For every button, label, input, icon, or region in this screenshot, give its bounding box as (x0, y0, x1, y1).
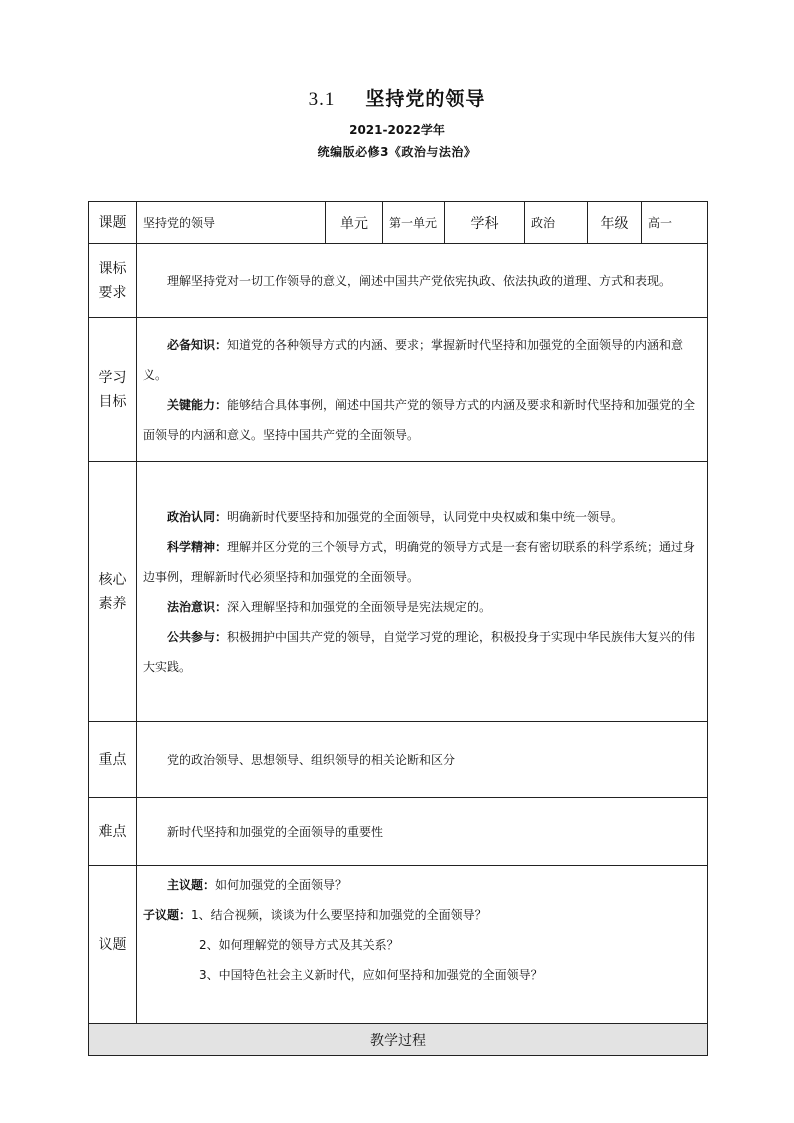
objectives-content (137, 318, 708, 462)
standards-label (89, 244, 137, 318)
literacy-science (143, 532, 699, 592)
sub-topic-3: 3、中国特色社会主义新时代，应如何坚持和加强党的全面领导？ (199, 968, 543, 982)
literacy-label-line1: 核心 (98, 571, 127, 588)
topics-content (137, 866, 708, 1024)
grade-value: 高一 (642, 202, 708, 244)
lesson-number: 3.1 (308, 89, 336, 110)
topic-value: 坚持党的领导 (137, 202, 326, 244)
sub-topic-heading: 子议题： (143, 908, 192, 922)
sub-topic-1 (143, 900, 699, 930)
standards-row (89, 244, 708, 318)
difficulties-text: 新时代坚持和加强党的全面领导的重要性 (167, 824, 384, 839)
ability-heading: 关键能力： (167, 397, 228, 412)
topics-row (89, 866, 708, 1024)
objectives-label-line2: 目标 (98, 393, 127, 410)
unit-label: 单元 (326, 202, 383, 244)
objectives-label-line1: 学习 (98, 369, 127, 386)
difficulties-content (137, 798, 708, 866)
objectives-ability (143, 390, 699, 450)
knowledge-text: 知道党的各种领导方式的内涵、要求；掌握新时代坚持和加强党的全面领导的内涵和意义。 (143, 337, 684, 382)
key-points-text: 党的政治领导、思想领导、组织领导的相关论断和区分 (167, 752, 456, 767)
standards-text: 理解坚持党对一切工作领导的意义，阐述中国共产党依宪执政、依法执政的道理、方式和表现。 (167, 273, 672, 288)
literacy-content (137, 462, 708, 722)
main-topic-heading: 主议题： (167, 878, 216, 892)
main-topic (143, 870, 699, 900)
literacy-political (143, 502, 699, 532)
subject-label: 学科 (445, 202, 525, 244)
lesson-plan-table (88, 201, 708, 1056)
key-points-row (89, 722, 708, 798)
knowledge-heading: 必备知识： (167, 337, 228, 352)
standards-label-line1: 课标 (98, 260, 127, 277)
topics-label: 议题 (89, 866, 137, 1024)
lesson-title: 坚持党的领导 (365, 88, 486, 110)
literacy-participation (143, 622, 699, 682)
literacy-label-line2: 素养 (98, 595, 127, 612)
main-topic-text: 如何加强党的全面领导？ (215, 878, 348, 892)
ability-text: 能够结合具体事例，阐述中国共产党的领导方式的内涵及要求和新时代坚持和加强党的全面领导的内涵和意义。坚持中国共产党的全面领导。 (143, 397, 696, 442)
objectives-label (89, 318, 137, 462)
standards-label-line2: 要求 (98, 284, 127, 301)
political-heading: 政治认同： (167, 509, 228, 524)
standards-content (137, 244, 708, 318)
literacy-label (89, 462, 137, 722)
science-heading: 科学精神： (167, 539, 228, 554)
participation-heading: 公共参与： (167, 629, 228, 644)
law-text: 深入理解坚持和加强党的全面领导是宪法规定的。 (227, 599, 492, 614)
topic-label: 课题 (89, 202, 137, 244)
key-points-label: 重点 (89, 722, 137, 798)
unit-value: 第一单元 (383, 202, 445, 244)
objectives-knowledge (143, 330, 699, 390)
subject-value: 政治 (525, 202, 588, 244)
difficulties-label: 难点 (89, 798, 137, 866)
process-row (89, 1024, 708, 1056)
header-row (89, 202, 708, 244)
sub-topic-1-text: 1、结合视频，谈谈为什么要坚持和加强党的全面领导？ (191, 908, 487, 922)
page-title (0, 84, 794, 111)
law-heading: 法治意识： (167, 599, 228, 614)
literacy-row (89, 462, 708, 722)
textbook-edition: 统编版必修3《政治与法治》 (317, 145, 477, 159)
literacy-law (143, 592, 699, 622)
grade-label: 年级 (588, 202, 642, 244)
difficulties-row (89, 798, 708, 866)
participation-text: 积极拥护中国共产党的领导，自觉学习党的理论，积极投身于实现中华民族伟大复兴的伟大实践。 (143, 629, 696, 674)
objectives-row (89, 318, 708, 462)
school-year: 2021-2022学年 (349, 123, 445, 137)
key-points-content (137, 722, 708, 798)
science-text: 理解并区分党的三个领导方式，明确党的领导方式是一套有密切联系的科学系统；通过身边事例，理解新时代必须坚持和加强党的全面领导。 (143, 539, 696, 584)
political-text: 明确新时代要坚持和加强党的全面领导，认同党中央权威和集中统一领导。 (227, 509, 624, 524)
process-header: 教学过程 (89, 1024, 708, 1056)
sub-topic-2: 2、如何理解党的领导方式及其关系？ (199, 938, 399, 952)
